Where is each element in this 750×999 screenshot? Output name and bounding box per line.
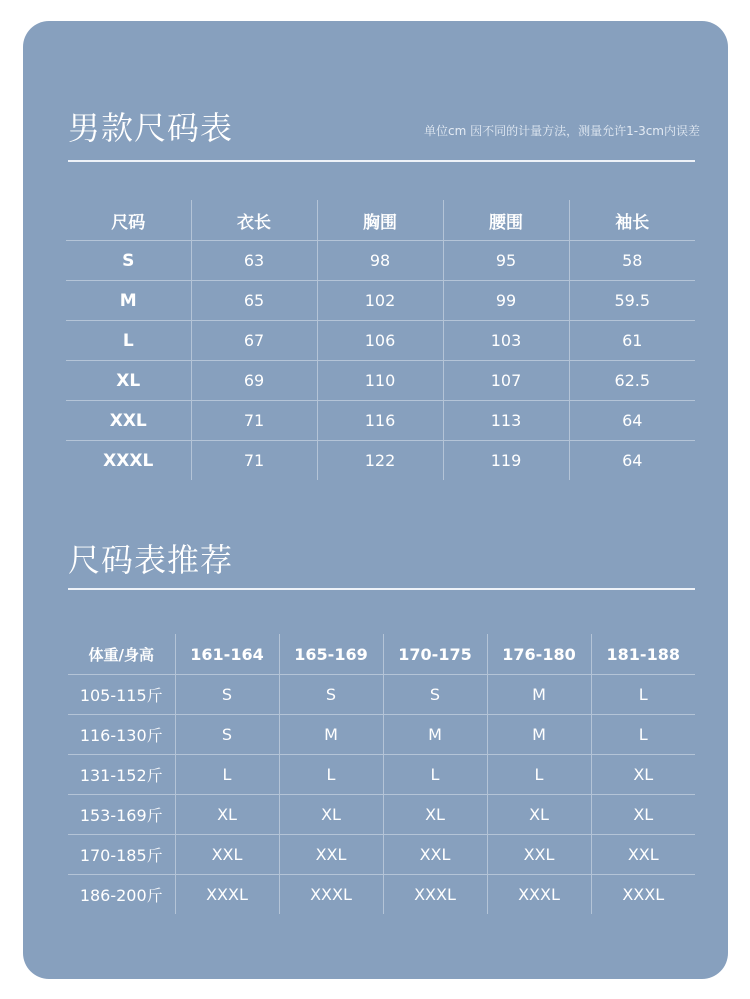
table-row — [68, 875, 695, 915]
length-cell: 71 — [191, 401, 317, 441]
sleeve-cell: 64 — [569, 401, 695, 441]
size-cell: XXL — [591, 835, 695, 875]
length-cell: 69 — [191, 361, 317, 401]
chest-cell: 98 — [317, 241, 443, 281]
header-height-range: 161-164 — [175, 634, 279, 675]
size-cell: XXL — [175, 835, 279, 875]
size-cell: S — [175, 675, 279, 715]
recommendation-divider — [68, 588, 695, 590]
table-row — [68, 755, 695, 795]
header-height-range: 170-175 — [383, 634, 487, 675]
waist-cell: 113 — [443, 401, 569, 441]
chest-cell: 102 — [317, 281, 443, 321]
table-row — [66, 361, 695, 401]
weight-cell: 105-115斤 — [68, 675, 175, 715]
weight-cell: 116-130斤 — [68, 715, 175, 755]
waist-cell: 119 — [443, 441, 569, 481]
size-chart-table — [66, 200, 695, 480]
weight-cell: 170-185斤 — [68, 835, 175, 875]
header-sleeve: 袖长 — [569, 200, 695, 241]
chest-cell: 110 — [317, 361, 443, 401]
table-row — [68, 835, 695, 875]
sleeve-cell: 59.5 — [569, 281, 695, 321]
size-cell: XXL — [66, 401, 191, 441]
measurement-note: 单位cm 因不同的计量方法，测量允许1-3cm内误差 — [424, 124, 700, 138]
size-cell: L — [175, 755, 279, 795]
size-cell: L — [279, 755, 383, 795]
size-chart-title: 男款尺码表 — [68, 109, 234, 147]
size-cell: XXL — [487, 835, 591, 875]
header-length: 衣长 — [191, 200, 317, 241]
size-cell: S — [66, 241, 191, 281]
sleeve-cell: 64 — [569, 441, 695, 481]
length-cell: 67 — [191, 321, 317, 361]
size-cell: L — [66, 321, 191, 361]
size-cell: XXL — [279, 835, 383, 875]
size-cell: L — [591, 715, 695, 755]
length-cell: 65 — [191, 281, 317, 321]
size-cell: XXXL — [487, 875, 591, 915]
table-row — [66, 401, 695, 441]
size-cell: L — [487, 755, 591, 795]
sleeve-cell: 58 — [569, 241, 695, 281]
waist-cell: 107 — [443, 361, 569, 401]
size-cell: XL — [383, 795, 487, 835]
weight-cell: 131-152斤 — [68, 755, 175, 795]
header-height-range: 176-180 — [487, 634, 591, 675]
size-cell: XL — [175, 795, 279, 835]
size-cell: XXXL — [591, 875, 695, 915]
table-row — [66, 321, 695, 361]
waist-cell: 103 — [443, 321, 569, 361]
table-row — [66, 241, 695, 281]
table-row — [68, 715, 695, 755]
size-cell: XXXL — [175, 875, 279, 915]
header-chest: 胸围 — [317, 200, 443, 241]
length-cell: 71 — [191, 441, 317, 481]
size-cell: XL — [279, 795, 383, 835]
waist-cell: 99 — [443, 281, 569, 321]
size-cell: L — [383, 755, 487, 795]
length-cell: 63 — [191, 241, 317, 281]
size-cell: XXXL — [279, 875, 383, 915]
weight-cell: 186-200斤 — [79, 886, 163, 905]
header-weight-height: 体重/身高 — [68, 634, 175, 675]
sleeve-cell: 62.5 — [569, 361, 695, 401]
table-row — [68, 675, 695, 715]
size-cell: XL — [591, 795, 695, 835]
chest-cell: 122 — [317, 441, 443, 481]
chest-cell: 106 — [317, 321, 443, 361]
chest-cell: 116 — [317, 401, 443, 441]
table-row — [66, 281, 695, 321]
recommendation-title: 尺码表推荐 — [68, 541, 234, 579]
table-row — [68, 795, 695, 835]
table-header-row — [66, 200, 695, 241]
header-height-range: 165-169 — [279, 634, 383, 675]
header-height-range: 181-188 — [591, 634, 695, 675]
weight-cell: 153-169斤 — [68, 795, 175, 835]
size-cell: XL — [591, 755, 695, 795]
size-cell: L — [591, 675, 695, 715]
size-cell: M — [383, 715, 487, 755]
size-cell: XL — [487, 795, 591, 835]
recommendation-table — [68, 634, 695, 914]
size-cell: M — [66, 281, 191, 321]
header-size: 尺码 — [66, 200, 191, 241]
sleeve-cell: 61 — [569, 321, 695, 361]
table-row — [66, 441, 695, 481]
size-cell: XXXL — [383, 875, 487, 915]
size-cell: M — [279, 715, 383, 755]
table-header-row — [68, 634, 695, 675]
title-divider — [68, 160, 695, 162]
size-cell: S — [383, 675, 487, 715]
size-cell: M — [487, 675, 591, 715]
size-cell: XXL — [383, 835, 487, 875]
size-cell: M — [487, 715, 591, 755]
waist-cell: 95 — [443, 241, 569, 281]
size-cell: S — [279, 675, 383, 715]
size-cell: XXXL — [103, 450, 154, 471]
size-cell: S — [175, 715, 279, 755]
size-cell: XL — [66, 361, 191, 401]
header-waist: 腰围 — [443, 200, 569, 241]
